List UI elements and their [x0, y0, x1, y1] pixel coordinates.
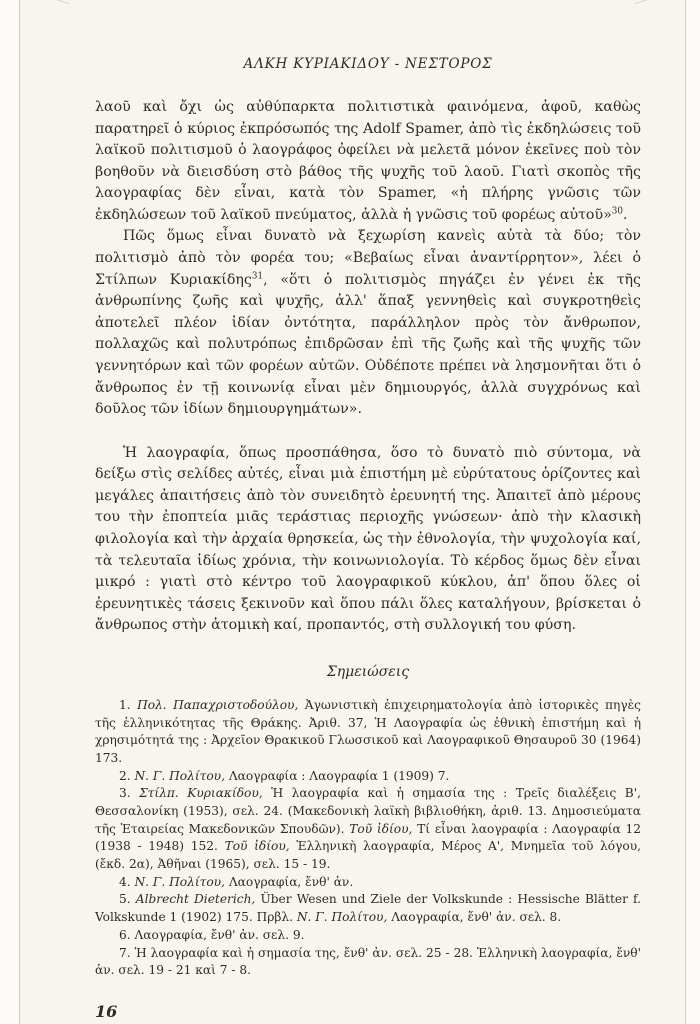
notes-heading: Σημειώσεις	[326, 663, 410, 680]
scan-edge-right	[685, 0, 700, 1024]
body-text	[95, 97, 641, 637]
footnote: 4. Ν. Γ. Πολίτου, Λαογραφία, ἔνθ' ἀν.	[119, 874, 354, 889]
footnote: 5. Albrecht Dieterich, Über Wesen und Ziele der Volkskunde : Hessische Blätter f. Volkskunde 1 (1902) 175. Πρβλ. Ν. Γ. Πολίτου, Λαογραφία, ἔνθ' ἀν. σελ. 8.	[95, 892, 641, 925]
footnotes-section	[95, 697, 641, 980]
footnote: 7. Ἡ λαογραφία καὶ ἡ σημασία της, ἔνθ' ἀν. σελ. 25 - 28. Ἑλληνικὴ λαογραφία, ἔνθ' ἀν. σελ. 19 - 21 καὶ 7 - 8.	[95, 945, 641, 978]
scan-edge-left	[0, 0, 20, 1024]
body-paragraph: Ἡ λαογραφία, ὅπως προσπάθησα, ὅσο τὸ δυνατὸ πιὸ σύντομα, νὰ δείξω στὶς σελίδες αὐτές, εἶναι μιὰ ἐπιστήμη μὲ εὐρύτατους ὁρίζοντες καὶ μεγάλες ἀπαιτήσεις ἀπὸ τὸν συνειδητὸ ἐρευνητή της. Ἀπαιτεῖ ἀπὸ μέρους του τὴν ἐποπτεία μιᾶς τεράστιας περιοχῆς γνώσεων· ἀπὸ τὴν κλασικὴ φιλολογία καὶ τὴν ἀρχαία θρησκεία, ὡς τὴν ἐθνολογία, τὴν ψυχολογία καί, τὰ τελευταῖα ἰδίως χρόνια, τὴν κοινωνιολογία. Τὸ κέρδος ὅμως δὲν εἶναι μικρό : γιατὶ στὸ κέντρο τοῦ λαογραφικοῦ κύκλου, ἀπ' ὅπου ὅλες οἱ ἐρευνητικὲς τάσεις ξεκινοῦν καὶ ὅπου πάλι ὅλες καταλήγουν, βρίσκεται ὁ ἄνθρωπος στὴν ἀτομικὴ καί, προπαντός, στὴ συλλογική του φύση.	[95, 444, 641, 634]
scan-corner-left	[25, 0, 69, 4]
footnote: 6. Λαογραφία, ἔνθ' ἀν. σελ. 9.	[119, 927, 305, 942]
page-content	[95, 56, 641, 1021]
running-header: ΑΛΚΗ ΚΥΡΙΑΚΙΔΟΥ - ΝΕΣΤΟΡΟΣ	[243, 56, 493, 72]
body-paragraph: λαοῦ καὶ ὄχι ὡς αὐθύπαρκτα πολιτιστικὰ φαινόμενα, ἀφοῦ, καθὼς παρατηρεῖ ὁ κύριος ἐκπρόσωπός της Adolf Spamer, ἀπὸ τὶς ἐκδηλώσεις τοῦ λαϊκοῦ πολιτισμοῦ ὁ λαογράφος ὀφείλει νὰ μελετᾶ μόνον ἐκεῖνες ποὺ τὸν βοηθοῦν νὰ διεισδύση στὸ βάθος τῆς ψυχῆς τοῦ λαοῦ. Γιατὶ σκοπὸς τῆς λαογραφίας δὲν εἶναι, κατὰ τὸν Spamer, «ἡ πλήρης γνῶσις τῶν ἐκδηλώσεων τοῦ λαϊκοῦ πνεύματος, ἀλλὰ ἡ γνῶσις τοῦ φορέως αὐτοῦ»$^{30}$.	[95, 99, 642, 223]
body-paragraph: Πῶς ὅμως εἶναι δυνατὸ νὰ ξεχωρίση κανεὶς αὐτὰ τὰ δύο; τὸν πολιτισμὸ ἀπὸ τὸν φορέα του; «Βεβαίως εἶναι ἀναντίρρητον», λέει ὁ Στίλπων Κυριακίδης$^{31}$, «ὅτι ὁ πολιτισμὸς πηγάζει ἐν γένει ἐκ τῆς ἀνθρωπίνης ζωῆς καὶ ψυχῆς, ἀλλ' ἅπαξ γεννηθεὶς καὶ συγκροτηθεὶς ἀποτελεῖ πλέον ἰδίαν ὀντότητα, παράλληλον πρὸς τὸν ἄνθρωπον, πολλαχῶς καὶ πολυτρόπως ἐπιδρῶσαν ἐπὶ τῆς ζωῆς καὶ τῆς ψυχῆς τῶν γεννητόρων καὶ τῶν φορέων αὐτῶν. Οὐδέποτε πρέπει νὰ λησμονῆται ὅτι ὁ ἄνθρωπος ἐν τῇ κοινωνίᾳ εἶναι μὲν δημιουργός, ἀλλὰ συγχρόνως καὶ δοῦλος τῶν ἰδίων δημιουργημάτων».	[95, 228, 642, 418]
footnote: 3. Στίλπ. Κυριακίδου, Ἡ λαογραφία καὶ ἡ σημασία της : Τρεῖς διαλέξεις Β', Θεσσαλονίκη (1953), σελ. 24. (Μακεδονικὴ λαϊκὴ βιβλιοθήκη, ἀριθ. 13. Δημοσιεύματα τῆς Ἑταιρείας Μακεδονικῶν Σπουδῶν). Τοῦ ἰδίου, Τί εἶναι λαογραφία : Λαογραφία 12 (1938 - 1948) 152. Τοῦ ἰδίου, Ἑλληνικὴ λαογραφία, Μέρος Α', Μνημεῖα τοῦ λόγου, (ἔκδ. 2α), Ἀθῆναι (1965), σελ. 15 - 19.	[95, 786, 642, 872]
page-number: 16	[95, 1001, 118, 1021]
footnote: 1. Πολ. Παπαχριστοδούλου, Ἀγωνιστικὴ ἐπιχειρηματολογία ἀπὸ ἱστορικὲς πηγὲς τῆς ἑλληνικότητας τῆς Θράκης. Ἀριθ. 37, Ἡ Λαογραφία ὡς ἐθνικὴ ἐπιστήμη καὶ ἡ χρησιμότητά της : Ἀρχεῖον Θρακικοῦ Γλωσσικοῦ καὶ Λαογραφικοῦ Θησαυροῦ 30 (1964) 173.	[95, 697, 641, 765]
scan-corner-right	[635, 0, 679, 4]
footnote: 2. Ν. Γ. Πολίτου, Λαογραφία : Λαογραφία 1 (1909) 7.	[119, 768, 450, 783]
